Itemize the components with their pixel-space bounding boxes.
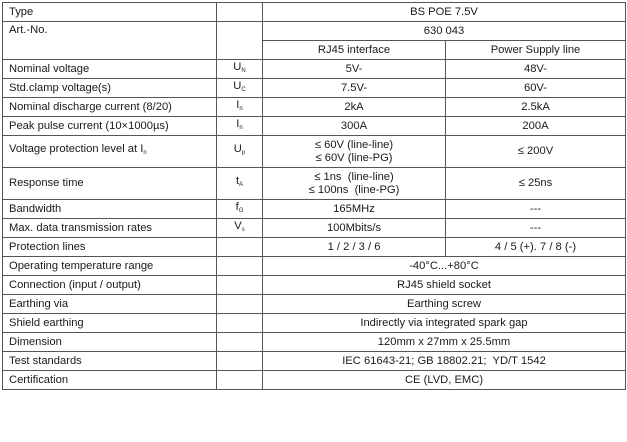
symbol: t xyxy=(235,175,240,187)
power-value: --- xyxy=(446,200,626,219)
row-protection-lines xyxy=(3,238,626,257)
type-value: BS POE 7.5V xyxy=(263,3,626,22)
row-value: 120mm x 27mm x 25.5mm xyxy=(263,333,626,352)
symbol-cell xyxy=(217,371,263,390)
symbol-cell xyxy=(217,136,263,168)
row-label: Earthing via xyxy=(3,295,217,314)
row-label: Std.clamp voltage(s) xyxy=(3,79,217,98)
symbol-cell xyxy=(217,200,263,219)
row-nominal-voltage xyxy=(3,60,626,79)
row-label: Shield earthing xyxy=(3,314,217,333)
art-no-value: 630 043 xyxy=(263,22,626,41)
row-clamp-voltage xyxy=(3,79,626,98)
symbol-cell xyxy=(217,117,263,136)
row-label: Connection (input / output) xyxy=(3,276,217,295)
row-value: -40°C...+80°C xyxy=(263,257,626,276)
row-label: Dimension xyxy=(3,333,217,352)
symbol-cell xyxy=(217,257,263,276)
symbol-cell xyxy=(217,314,263,333)
row-value: IEC 61643-21; GB 18802.21; YD/T 1542 xyxy=(263,352,626,371)
rj45-value: 7.5V- xyxy=(263,79,446,98)
symbol: I xyxy=(236,117,240,130)
row-protection-level xyxy=(3,136,626,168)
power-value: --- xyxy=(446,219,626,238)
symbol-cell xyxy=(217,3,263,22)
row-label xyxy=(3,136,217,168)
specification-table xyxy=(2,2,626,390)
row-bandwidth xyxy=(3,200,626,219)
column-header-power-supply: Power Supply line xyxy=(446,41,626,60)
symbol-cell xyxy=(217,60,263,79)
symbol-cell xyxy=(217,98,263,117)
row-label: Art.-No. xyxy=(3,22,217,60)
rj45-value: 1 / 2 / 3 / 6 xyxy=(263,238,446,257)
row-label: Nominal discharge current (8/20) xyxy=(3,98,217,117)
row-label: Bandwidth xyxy=(3,200,217,219)
row-value: CE (LVD, EMC) xyxy=(263,371,626,390)
row-label: Certification xyxy=(3,371,217,390)
rj45-value: 100Mbits/s xyxy=(263,219,446,238)
row-certification xyxy=(3,371,626,390)
rj45-value-line-line: ≤ 1ns (line-line) xyxy=(314,170,394,183)
row-nominal-discharge xyxy=(3,98,626,117)
rj45-value: 300A xyxy=(263,117,446,136)
row-label: Protection lines xyxy=(3,238,217,257)
symbol-subscript: p xyxy=(241,150,246,156)
symbol-cell xyxy=(217,79,263,98)
row-value: Earthing screw xyxy=(263,295,626,314)
symbol-cell xyxy=(217,276,263,295)
power-value: 200A xyxy=(446,117,626,136)
symbol: U xyxy=(233,79,242,92)
symbol: f xyxy=(235,200,239,213)
symbol: I xyxy=(236,98,240,111)
symbol-subscript: s xyxy=(241,226,245,233)
row-dimension xyxy=(3,333,626,352)
symbol: U xyxy=(233,60,242,73)
symbol-subscript: n xyxy=(239,124,243,131)
symbol-subscript: n xyxy=(239,105,243,112)
symbol: U xyxy=(233,143,242,155)
rj45-value-line-pg: ≤ 60V (line-PG) xyxy=(315,151,393,164)
rj45-value-line-line: ≤ 60V (line-line) xyxy=(314,138,394,151)
row-label: Type xyxy=(3,3,217,22)
power-value: 2.5kA xyxy=(446,98,626,117)
power-value: 4 / 5 (+). 7 / 8 (-) xyxy=(446,238,626,257)
symbol-cell xyxy=(217,168,263,200)
row-value: Indirectly via integrated spark gap xyxy=(263,314,626,333)
symbol-cell xyxy=(217,22,263,60)
symbol-cell xyxy=(217,295,263,314)
row-label-subscript: n xyxy=(143,150,147,156)
power-value: 48V- xyxy=(446,60,626,79)
symbol: V xyxy=(234,219,242,232)
rj45-value xyxy=(263,136,446,168)
row-peak-pulse xyxy=(3,117,626,136)
symbol-cell xyxy=(217,333,263,352)
symbol-cell xyxy=(217,219,263,238)
row-test-standards xyxy=(3,352,626,371)
power-value: 60V- xyxy=(446,79,626,98)
row-response-time xyxy=(3,168,626,200)
row-label: Test standards xyxy=(3,352,217,371)
rj45-value xyxy=(263,168,446,200)
symbol-cell xyxy=(217,238,263,257)
row-type xyxy=(3,3,626,22)
row-earthing xyxy=(3,295,626,314)
row-value: RJ45 shield socket xyxy=(263,276,626,295)
rj45-value: 2kA xyxy=(263,98,446,117)
rj45-value-line-pg: ≤ 100ns (line-PG) xyxy=(308,183,400,196)
row-label: Response time xyxy=(3,168,217,200)
power-value: ≤ 200V xyxy=(446,136,626,168)
rj45-value: 5V- xyxy=(263,60,446,79)
symbol-subscript: G xyxy=(238,207,244,214)
column-header-rj45: RJ45 interface xyxy=(263,41,446,60)
row-label: Max. data transmission rates xyxy=(3,219,217,238)
row-label-text: Voltage protection level at I xyxy=(9,143,144,155)
row-art-no xyxy=(3,22,626,41)
row-label: Nominal voltage xyxy=(3,60,217,79)
symbol-subscript: A xyxy=(239,182,244,188)
row-operating-temperature xyxy=(3,257,626,276)
power-value: ≤ 25ns xyxy=(446,168,626,200)
symbol-subscript: N xyxy=(241,67,246,74)
row-label: Operating temperature range xyxy=(3,257,217,276)
rj45-value: 165MHz xyxy=(263,200,446,219)
row-shield-earthing xyxy=(3,314,626,333)
row-label: Peak pulse current (10×1000µs) xyxy=(3,117,217,136)
row-connection xyxy=(3,276,626,295)
symbol-subscript: C xyxy=(241,86,246,93)
row-data-rate xyxy=(3,219,626,238)
symbol-cell xyxy=(217,352,263,371)
